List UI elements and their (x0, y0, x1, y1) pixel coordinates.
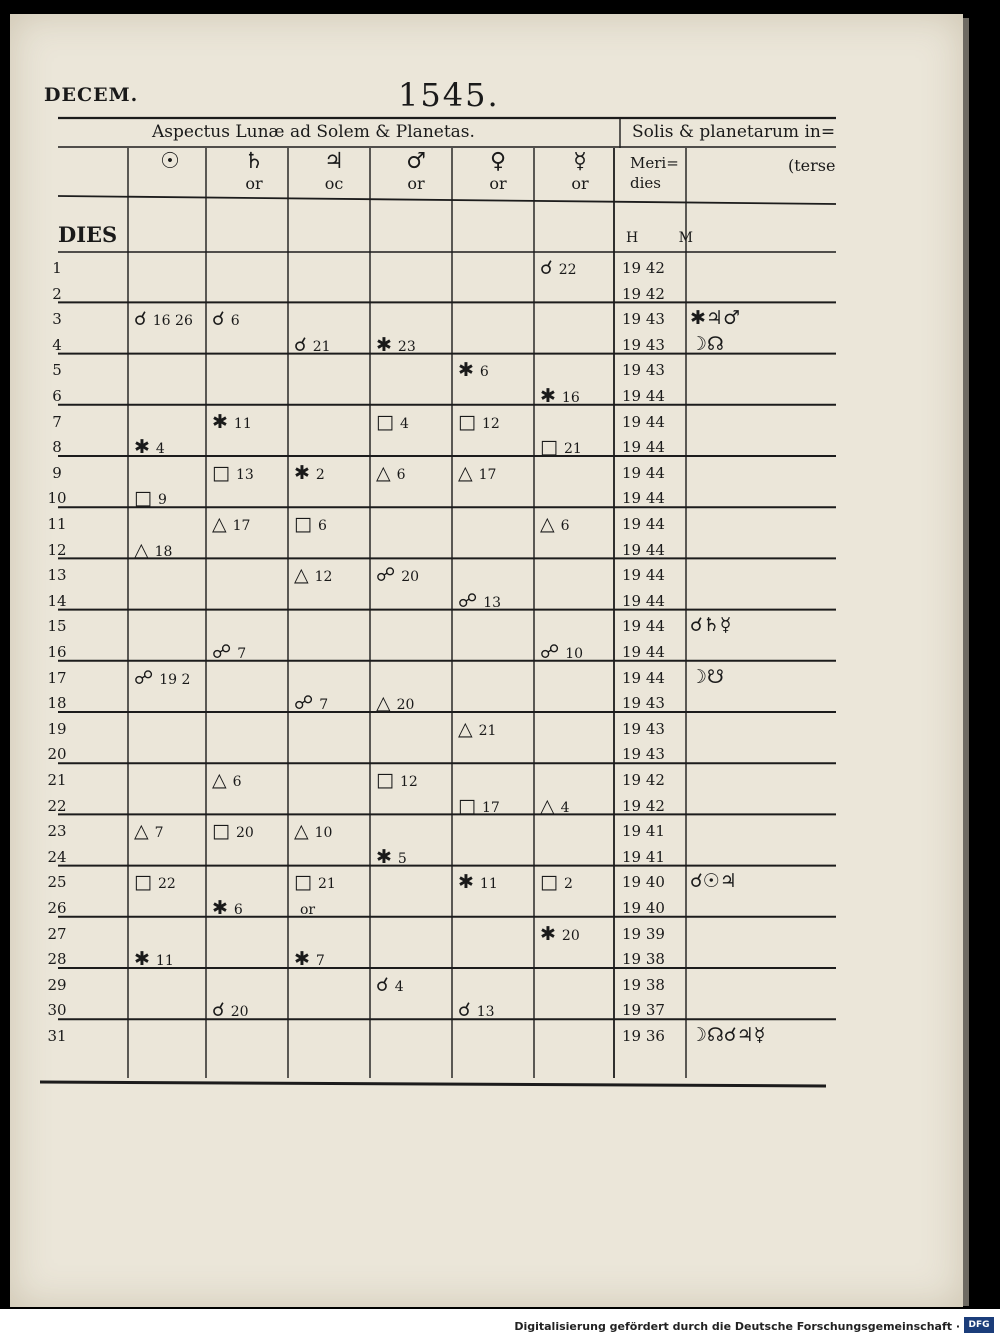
aspect-symbol-icon: ☌ (134, 308, 147, 331)
aspect-symbol-icon: □ (212, 820, 230, 843)
aspect-degree: 10 (314, 825, 333, 842)
aspect-degree: 12 (314, 569, 333, 586)
aspect-degree: 4 (399, 415, 409, 432)
day-number: 6 (52, 387, 62, 405)
meridies-time: 19 42 (622, 796, 665, 815)
aspect-symbol-icon: △ (134, 538, 149, 561)
aspect-symbol-icon: △ (294, 564, 309, 587)
day-number: 31 (47, 1027, 67, 1045)
day-number: 9 (52, 463, 62, 482)
aspect-cell (134, 436, 165, 458)
meridies-time: 19 42 (622, 284, 665, 303)
aspect-cell (294, 462, 325, 484)
day-number: 25 (47, 873, 67, 892)
aspect-degree: 9 (157, 492, 167, 509)
day-number: 28 (47, 950, 67, 969)
aspect-degree: 6 (560, 518, 570, 534)
saturn-icon: ♄ (244, 149, 264, 174)
aspect-cell (458, 795, 500, 817)
aspect-symbol-icon: △ (212, 769, 227, 791)
day-number: 23 (47, 822, 67, 841)
aspect-symbol-icon: ✱ (134, 948, 150, 971)
dies-label: DIES (58, 222, 118, 247)
aspect-cell (134, 871, 176, 893)
day-number: 12 (47, 540, 67, 559)
meridies-time: 19 42 (622, 771, 665, 789)
aspect-cell (294, 948, 325, 970)
day-number: 27 (47, 924, 67, 943)
aspect-degree: 6 (317, 518, 327, 534)
aspect-symbol-icon: △ (458, 461, 473, 484)
aspect-degree: 20 (561, 927, 580, 944)
aspect-degree: 17 (481, 799, 500, 816)
meridies-time: 19 40 (622, 873, 665, 892)
aspect-cell (294, 871, 336, 893)
aspect-degree: 4 (560, 799, 570, 816)
meridies-time: 19 40 (622, 899, 665, 917)
aspect-cell (458, 411, 500, 433)
aspect-symbol-icon: ✱ (540, 922, 556, 945)
day-number: 17 (47, 668, 67, 687)
aspect-degree: 13 (235, 466, 254, 483)
mercury-icon: ☿ (573, 149, 587, 174)
aspect-degree: 7 (315, 953, 325, 970)
meridies-time: 19 43 (622, 745, 665, 764)
planet-column-sun (140, 150, 200, 174)
day-number: 13 (47, 566, 67, 585)
aspect-cell (458, 871, 498, 893)
aspect-degree: 13 (483, 594, 502, 611)
aspect-degree: 20 (396, 697, 415, 714)
aspect-cell (212, 820, 254, 842)
meridies-time: 19 37 (622, 1001, 665, 1020)
aspect-degree: 22 (558, 262, 577, 278)
aspect-degree: 5 (397, 850, 407, 867)
conjunction-note: ✱♃♂ (690, 307, 740, 330)
meridies-time: 19 43 (622, 335, 665, 354)
aspect-symbol-icon: △ (540, 513, 555, 535)
aspect-degree: 6 (396, 466, 406, 483)
aspect-symbol-icon: △ (458, 717, 473, 740)
day-number: 26 (47, 899, 67, 917)
aspect-degree: 12 (399, 774, 418, 790)
aspect-cell (134, 487, 167, 509)
aspect-degree: 2 (315, 466, 325, 483)
aspect-degree: 13 (476, 1004, 495, 1021)
aspect-symbol-icon: ✱ (212, 410, 228, 433)
meridies-time: 19 44 (622, 566, 665, 585)
day-number: 16 (47, 643, 67, 661)
aspect-degree: 7 (319, 697, 329, 714)
aspect-cell (376, 334, 416, 356)
conjunction-note: ☽☊ (690, 332, 724, 355)
meridies-time: 19 44 (622, 387, 665, 405)
aspect-degree: 6 (233, 902, 243, 918)
aspect-cell (212, 308, 240, 330)
aspect-cell (294, 334, 331, 356)
day-number: 11 (47, 515, 67, 533)
meridies-time: 19 38 (622, 950, 665, 969)
aspect-cell (458, 999, 495, 1021)
aspect-symbol-icon: ✱ (540, 385, 556, 407)
aspect-cell (294, 564, 332, 586)
aspect-symbol-icon: ✱ (294, 461, 310, 484)
aspect-degree: 22 (157, 876, 176, 893)
aspect-cell (540, 641, 583, 663)
dfg-logo: DFG (964, 1317, 994, 1333)
aspect-symbol-icon: ✱ (212, 897, 228, 919)
aspect-cell (376, 692, 414, 714)
aspect-cell (458, 359, 489, 381)
aspect-cell (212, 462, 254, 484)
day-number: 1 (52, 259, 62, 277)
book-page (10, 14, 963, 1307)
aspect-degree: 11 (479, 876, 498, 893)
aspect-cell (212, 513, 250, 535)
planet-column-mars: ♂ or (386, 150, 446, 194)
meridies-time: 19 38 (622, 975, 665, 994)
aspect-cell (212, 769, 242, 791)
aspect-cell (212, 999, 249, 1021)
aspect-cell (376, 564, 419, 586)
aspect-cell (458, 590, 501, 612)
aspect-symbol-icon: ☍ (294, 692, 314, 715)
aspect-symbol-icon: ☍ (134, 666, 154, 689)
aspect-symbol-icon: ☌ (376, 973, 389, 996)
meridies-time: 19 36 (622, 1027, 665, 1045)
aspect-degree: 20 (235, 825, 254, 842)
aspect-symbol-icon: ☌ (458, 999, 471, 1022)
day-number: 22 (47, 796, 67, 815)
aspect-symbol-icon: □ (458, 410, 476, 433)
planet-column-jupiter: ♃ oc (304, 150, 364, 194)
aspect-symbol-icon: ☌ (212, 308, 225, 331)
day-number: 7 (52, 412, 62, 431)
meridies-time: 19 43 (622, 310, 665, 329)
conjunction-note: ☽☊☌♃☿ (690, 1024, 766, 1046)
aspect-symbol-icon: ☍ (376, 564, 396, 587)
meridies-time: 19 43 (622, 719, 665, 738)
page-edge (963, 18, 969, 1306)
aspect-cell (376, 411, 409, 433)
aspect-symbol-icon: ✱ (134, 436, 150, 459)
planet-column-saturn: ♄ or (224, 150, 284, 194)
meridies-time: 19 44 (622, 540, 665, 559)
aspect-symbol-icon: ☌ (294, 333, 307, 356)
aspect-cell (376, 769, 418, 791)
aspect-degree: 2 (563, 876, 573, 893)
aspect-symbol-icon: ✱ (458, 359, 474, 382)
meridies-time: 19 42 (622, 259, 665, 277)
aspect-degree: 4 (394, 978, 404, 995)
day-number: 5 (52, 361, 62, 380)
meridies-time: 19 44 (622, 591, 665, 610)
month-heading: DECEM. (44, 84, 139, 106)
jupiter-icon: ♃ (324, 149, 344, 174)
day-number: 2 (52, 284, 62, 303)
aspect-degree: 21 (478, 722, 497, 739)
day-number: 20 (47, 745, 67, 764)
meridies-time: 19 43 (622, 361, 665, 380)
aspect-symbol-icon: □ (376, 769, 394, 791)
aspect-degree: 16 26 (152, 313, 193, 330)
meridies-time: 19 44 (622, 412, 665, 431)
meridies-time: 19 41 (622, 822, 665, 841)
aspect-symbol-icon: ☍ (540, 641, 560, 663)
aspect-symbol-icon: △ (134, 820, 149, 843)
aspect-degree: 21 (312, 338, 331, 355)
aspect-symbol-icon: □ (376, 410, 394, 433)
aspect-symbol-icon: □ (134, 487, 152, 510)
aspect-cell (294, 820, 332, 842)
aspect-symbol-icon: □ (294, 871, 312, 894)
aspect-degree: 16 (561, 390, 580, 406)
footer-credit: Digitalisierung gefördert durch die Deutsche Forschungsgemeinschaft · (514, 1320, 960, 1333)
solis-header: Solis & planetarum in= (632, 122, 836, 142)
meridies-time: 19 44 (622, 515, 665, 533)
meridies-time: 19 44 (622, 489, 665, 508)
aspect-cell (540, 923, 580, 945)
day-number: 19 (47, 719, 67, 738)
aspect-cell (134, 667, 190, 689)
solis-header-continuation: (terse (788, 156, 836, 175)
aspect-degree: 7 (154, 825, 164, 842)
aspect-symbol-icon: △ (540, 794, 555, 817)
conjunction-note: ☽☋ (690, 665, 724, 688)
aspect-cell (134, 539, 172, 561)
meridies-header: Meri= dies (630, 154, 679, 192)
aspect-degree: 23 (397, 338, 416, 355)
aspect-symbol-icon: ☌ (212, 999, 225, 1022)
aspect-cell (212, 641, 246, 663)
planet-column-venus: ♀ or (468, 150, 528, 194)
aspect-cell (376, 462, 406, 484)
aspect-cell (376, 974, 404, 996)
day-number: 18 (47, 694, 67, 713)
aspect-cell (540, 257, 577, 279)
aspect-symbol-icon: △ (376, 692, 391, 715)
aspect-cell (212, 897, 243, 919)
aspect-cell (540, 385, 580, 407)
day-number: 3 (52, 310, 62, 329)
meridies-time: 19 44 (622, 463, 665, 482)
aspect-symbol-icon: ✱ (376, 333, 392, 356)
aspect-symbol-icon: △ (294, 820, 309, 843)
day-number: 29 (47, 975, 67, 994)
aspect-cell (540, 871, 573, 893)
aspect-degree: 17 (478, 466, 497, 483)
aspect-symbol-icon: ☌ (540, 257, 553, 279)
aspect-cell (294, 692, 328, 714)
aspect-symbol-icon: △ (376, 461, 391, 484)
aspect-symbol-icon: □ (540, 871, 558, 894)
day-number: 24 (47, 847, 67, 866)
footer-bar (0, 1309, 1000, 1339)
aspect-degree: 12 (481, 415, 500, 432)
aspect-cell (540, 795, 570, 817)
conjunction-note: ☌☉♃ (690, 870, 737, 893)
aspect-cell (458, 718, 496, 740)
aspect-degree: 11 (155, 953, 174, 970)
aspect-symbol-icon: ☍ (212, 641, 232, 663)
sun-icon: ☉ (160, 149, 180, 174)
aspect-symbol-icon: △ (212, 513, 227, 535)
day-number: 21 (47, 771, 67, 789)
day-number: 10 (47, 489, 67, 508)
aspect-degree: or (300, 902, 316, 918)
aspect-symbol-icon: □ (212, 461, 230, 484)
meridies-time: 19 41 (622, 847, 665, 866)
aspect-degree: 19 2 (159, 671, 191, 688)
meridies-time: 19 44 (622, 668, 665, 687)
day-number: 14 (47, 591, 67, 610)
aspect-cell (540, 436, 582, 458)
aspect-symbol-icon: ✱ (376, 845, 392, 868)
meridies-time: 19 44 (622, 643, 665, 661)
meridies-time: 19 44 (622, 617, 665, 636)
aspect-degree: 20 (230, 1004, 249, 1021)
day-number: 8 (52, 438, 62, 457)
aspect-header: Aspectus Lunæ ad Solem & Planetas. (152, 122, 475, 142)
planet-column-mercury: ☿ or (550, 150, 610, 194)
aspect-symbol-icon: □ (294, 513, 312, 535)
aspect-symbol-icon: □ (540, 436, 558, 459)
conjunction-note: ☌♄☿ (690, 614, 732, 637)
aspect-cell (376, 846, 407, 868)
mars-icon: ♂ (406, 149, 426, 174)
aspect-degree: 17 (232, 518, 251, 534)
aspect-symbol-icon: □ (134, 871, 152, 894)
aspect-degree: 6 (479, 364, 489, 381)
aspect-symbol-icon: ☍ (458, 589, 478, 612)
aspect-symbol-icon: ✱ (458, 871, 474, 894)
aspect-symbol-icon: □ (458, 794, 476, 817)
aspect-cell (212, 411, 252, 433)
day-number: 4 (52, 335, 62, 354)
aspect-degree: 6 (232, 774, 242, 790)
aspect-degree: 20 (401, 569, 420, 586)
aspect-cell (294, 897, 315, 919)
aspect-cell (540, 513, 570, 535)
aspect-degree: 21 (563, 441, 582, 458)
meridies-time: 19 39 (622, 924, 665, 943)
aspect-cell (134, 820, 164, 842)
aspect-degree: 6 (230, 313, 240, 330)
day-number: 15 (47, 617, 67, 636)
hour-minute-label: H M (626, 230, 711, 246)
meridies-time: 19 43 (622, 694, 665, 713)
aspect-degree: 7 (237, 646, 247, 662)
aspect-cell (134, 308, 193, 330)
aspect-degree: 21 (317, 876, 336, 893)
day-number: 30 (47, 1001, 67, 1020)
aspect-symbol-icon: ✱ (294, 948, 310, 971)
aspect-cell (294, 513, 327, 535)
aspect-degree: 11 (233, 415, 252, 432)
aspect-degree: 18 (154, 543, 173, 560)
venus-icon: ♀ (489, 149, 507, 174)
meridies-time: 19 44 (622, 438, 665, 457)
aspect-degree: 4 (155, 441, 165, 458)
year-heading: 1545. (398, 76, 500, 114)
aspect-degree: 10 (565, 646, 584, 662)
aspect-cell (458, 462, 496, 484)
aspect-cell (134, 948, 174, 970)
